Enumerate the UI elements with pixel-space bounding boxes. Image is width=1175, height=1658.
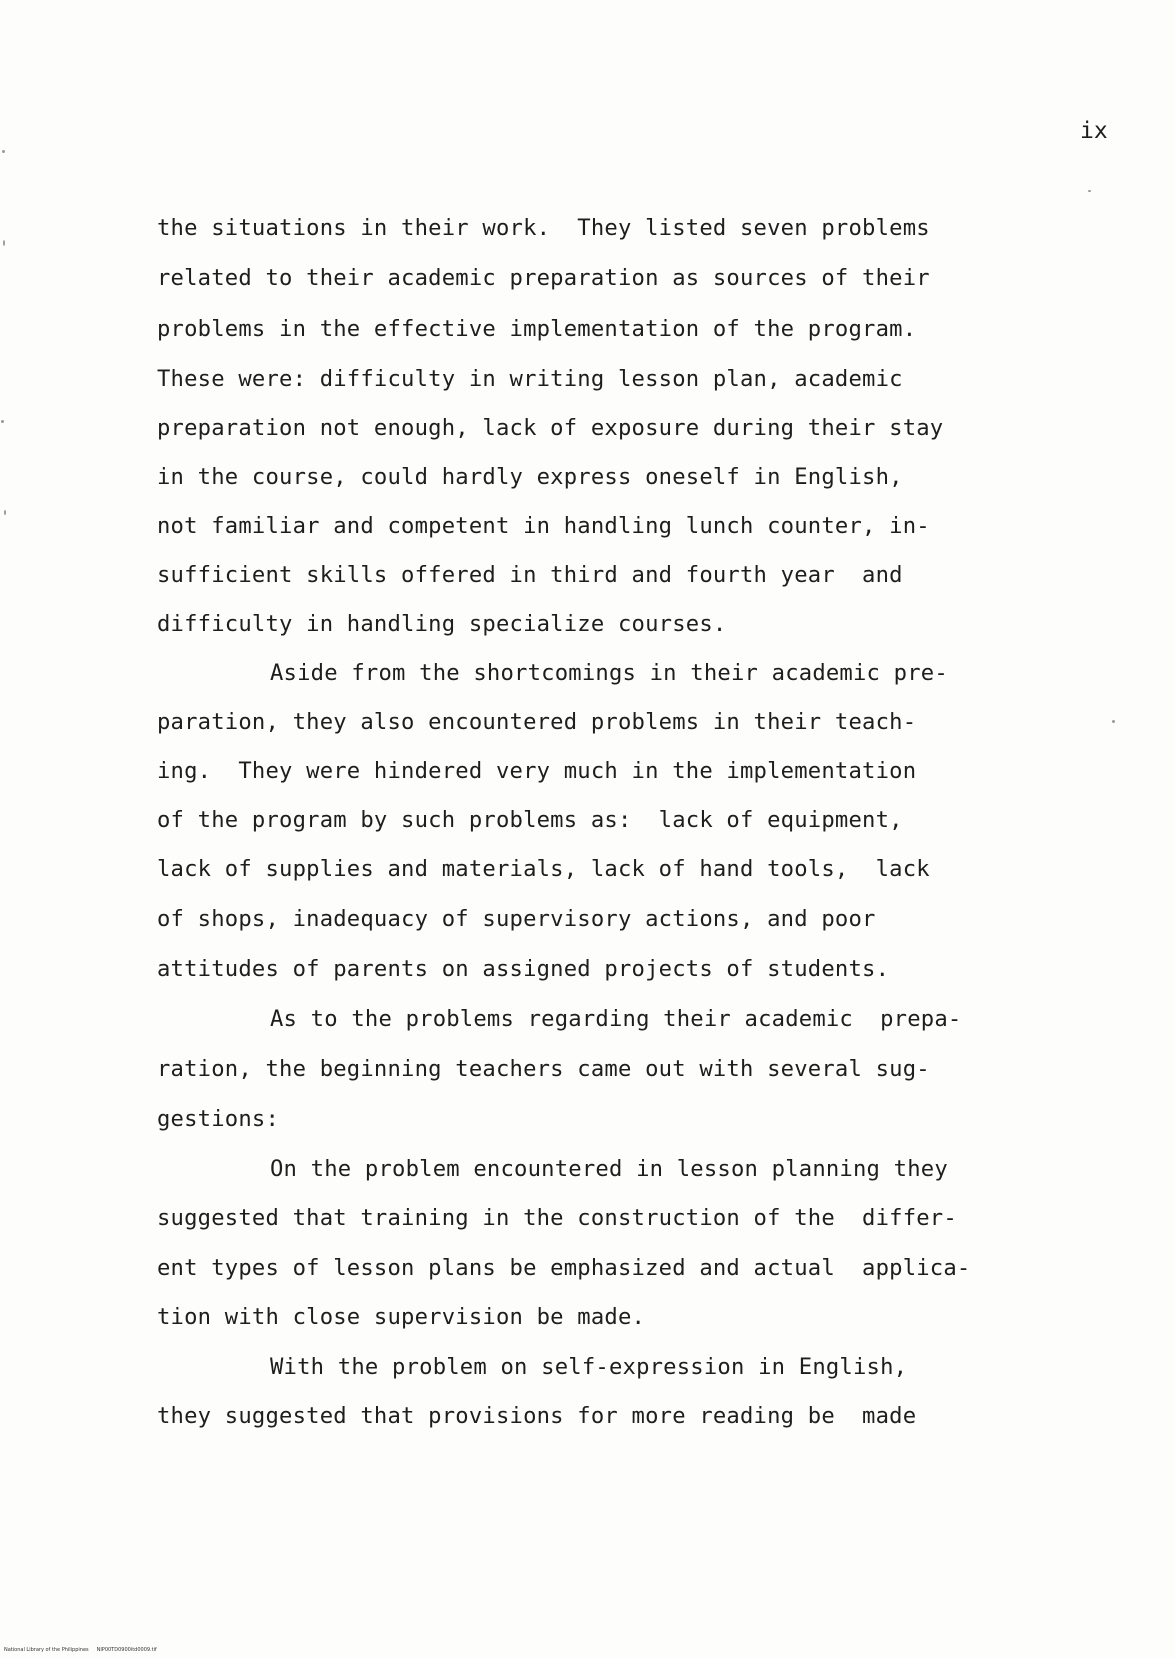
text-line: they suggested that provisions for more reading be made [157, 1403, 917, 1429]
text-line: of shops, inadequacy of supervisory actions, and poor [157, 906, 876, 932]
text-line: the situations in their work. They listed seven problems [157, 215, 930, 241]
paragraph-first-line: Aside from the shortcomings in their academic pre- [270, 660, 948, 686]
text-line: problems in the effective implementation of the program. [157, 316, 917, 342]
text-line: paration, they also encountered problems in their teach- [157, 709, 917, 735]
paragraph-first-line: With the problem on self-expression in English, [270, 1354, 908, 1380]
text-line: preparation not enough, lack of exposure during their stay [157, 415, 944, 441]
text-line: sufficient skills offered in third and fourth year and [157, 562, 903, 588]
text-line: These were: difficulty in writing lesson plan, academic [157, 366, 903, 392]
scan-speck [1, 420, 4, 423]
scan-speck [2, 150, 5, 153]
text-line: related to their academic preparation as sources of their [157, 265, 930, 291]
text-line: tion with close supervision be made. [157, 1304, 646, 1330]
text-line: suggested that training in the construction of the differ- [157, 1205, 957, 1231]
text-line: of the program by such problems as: lack of equipment, [157, 807, 903, 833]
scan-speck [1112, 720, 1115, 723]
paragraph-first-line: As to the problems regarding their academic prepa- [270, 1006, 962, 1032]
text-line: ing. They were hindered very much in the implementation [157, 758, 917, 784]
page-number: ix [1080, 118, 1108, 144]
text-line: lack of supplies and materials, lack of hand tools, lack [157, 856, 930, 882]
paragraph-first-line: On the problem encountered in lesson planning they [270, 1156, 948, 1182]
text-line: not familiar and competent in handling lunch counter, in- [157, 513, 930, 539]
scan-speck [3, 240, 5, 246]
scan-speck [4, 510, 6, 515]
text-line: gestions: [157, 1106, 280, 1132]
scan-footer: National Library of the Philippines NIP00TD0900itd0009.tif [4, 1647, 157, 1653]
text-line: ent types of lesson plans be emphasized and actual applica- [157, 1255, 971, 1281]
text-line: difficulty in handling specialize courses. [157, 611, 727, 637]
text-line: attitudes of parents on assigned projects of students. [157, 956, 890, 982]
text-line: ration, the beginning teachers came out with several sug- [157, 1056, 930, 1082]
scan-speck [1088, 190, 1091, 192]
text-line: in the course, could hardly express oneself in English, [157, 464, 903, 490]
